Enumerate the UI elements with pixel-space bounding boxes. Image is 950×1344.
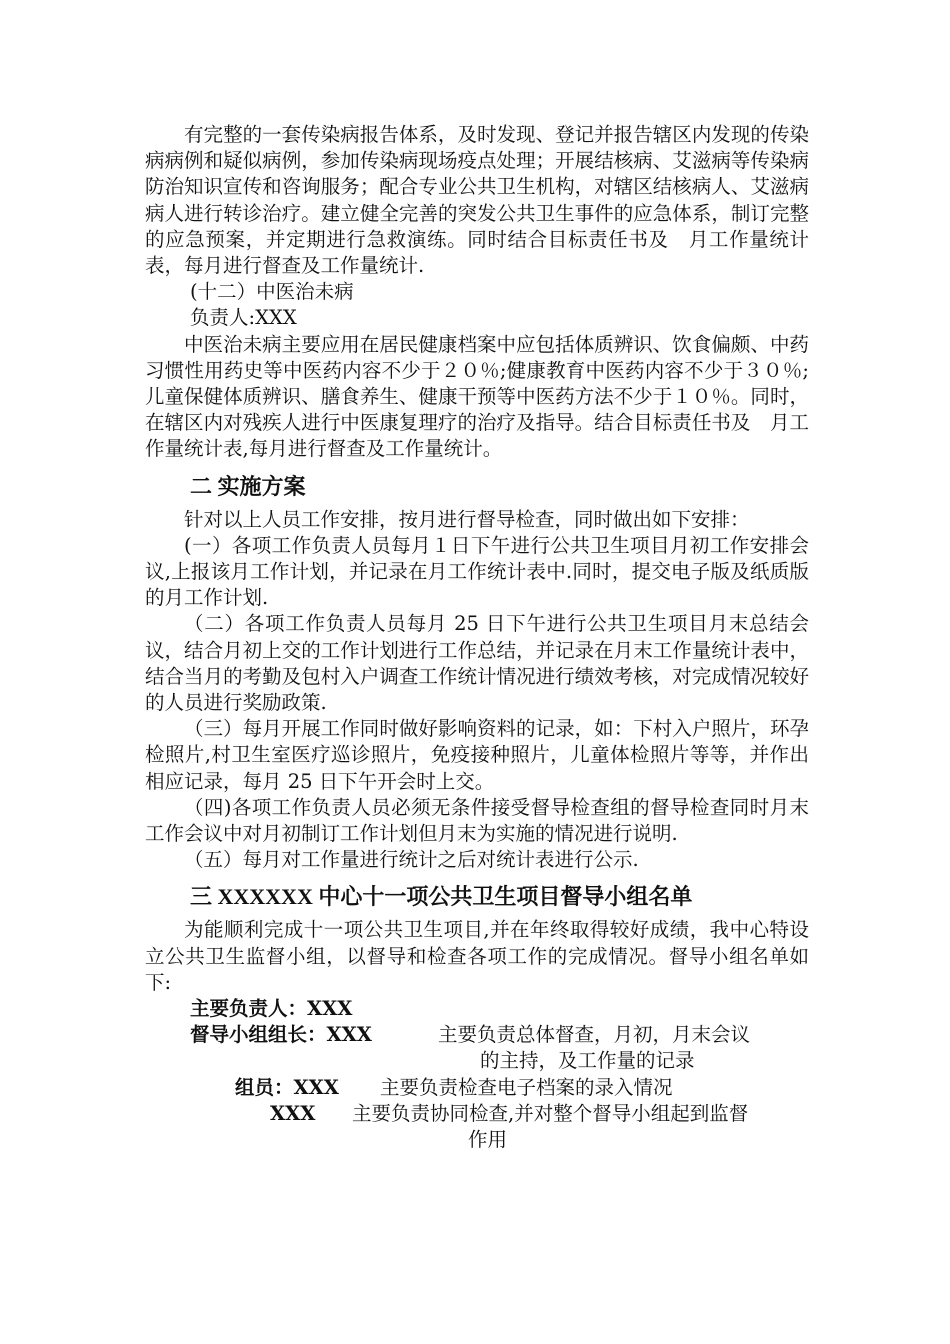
roster-row-leader-cont: [145, 1048, 809, 1074]
list-item-3: （三）每月开展工作同时做好影响资料的记录，如：下村入户照片，环孕检照片,村卫生室医疗巡诊照片，免疫接种照片，儿童体检照片等等，并作出相应记录，每月 25 日下午开会时上交。: [145, 717, 809, 793]
roster-member2-label: XXX: [270, 1101, 316, 1125]
subsection-owner-tcm: 负责人:XXX: [190, 306, 297, 330]
document-page: [145, 122, 809, 1153]
roster-row-member2-cont: [145, 1127, 809, 1153]
roster-leader-label: 督导小组组长：XXX: [190, 1023, 372, 1047]
list-item-2: （二）各项工作负责人员每月 25 日下午进行公共卫生项目月末总结会议，结合月初上交的工作计划进行工作总结，并记录在月末工作量统计表中，结合当月的考勤及包村入户调查工作统计情况进行绩效考核，对完成情况较好的人员进行奖励政策.: [145, 612, 809, 715]
section-heading-supervision-group: 三 XXXXXX 中心十一项公共卫生项目督导小组名单: [190, 884, 693, 910]
roster-row-member1: [145, 1075, 809, 1101]
roster-member1-duty: 主要负责检查电子档案的录入情况: [380, 1075, 673, 1099]
roster-member2-duty-2: 作用: [468, 1128, 508, 1152]
paragraph-implementation-intro: 针对以上人员工作安排，按月进行督导检查，同时做出如下安排：: [184, 507, 750, 531]
roster-row-lead: [145, 996, 809, 1022]
roster-member1-label: 组员：XXX: [235, 1075, 339, 1099]
roster-leader-duty-1: 主要负责总体督查，月初，月末会议: [438, 1023, 751, 1047]
roster-lead-label: 主要负责人：XXX: [190, 997, 353, 1021]
roster-leader-duty-2: 的主持，及工作量的记录: [480, 1049, 695, 1073]
roster-row-leader: [145, 1022, 809, 1048]
roster-member2-duty-1: 主要负责协同检查,并对整个督导小组起到监督: [352, 1101, 749, 1125]
paragraph-supervision-intro: 为能顺利完成十一项公共卫生项目,并在年终取得较好成绩，我中心特设立公共卫生监督小组，以督导和检查各项工作的完成情况。督导小组名单如下:: [145, 918, 809, 994]
paragraph-tcm: 中医治未病主要应用在居民健康档案中应包括体质辨识、饮食偏颇、中药习惯性用药史等中医药内容不少于２０％;健康教育中医药内容不少于３０％;儿童保健体质辨识、膳食养生、健康干预等中医药方法不少于１０％。同时，在辖区内对残疾人进行中医康复理疗的治疗及指导。结合目标责任书及 月工作量统计表,每月进行督查及工作量统计。: [145, 332, 809, 461]
roster-row-member2: [145, 1101, 809, 1127]
subsection-title-tcm: (十二）中医治未病: [190, 280, 354, 304]
list-item-5: （五）每月对工作量进行统计之后对统计表进行公示.: [184, 848, 639, 872]
list-item-1: (一）各项工作负责人员每月１日下午进行公共卫生项目月初工作安排会议,上报该月工作计划，并记录在月工作统计表中.同时，提交电子版及纸质版的月工作计划.: [145, 533, 809, 610]
paragraph-infectious-disease: 有完整的一套传染病报告体系，及时发现、登记并报告辖区内发现的传染病病例和疑似病例，参加传染病现场疫点处理；开展结核病、艾滋病等传染病防治知识宣传和咨询服务；配合专业公共卫生机构，对辖区结核病人、艾滋病病人进行转诊治疗。建立健全完善的突发公共卫生事件的应急体系，制订完整的应急预案，并定期进行急救演练。同时结合目标责任书及 月工作量统计表，每月进行督查及工作量统计.: [145, 123, 809, 278]
section-heading-implementation: 二 实施方案: [190, 473, 306, 499]
list-item-4: （四)各项工作负责人员必须无条件接受督导检查组的督导检查同时月末工作会议中对月初制订工作计划但月末为实施的情况进行说明.: [145, 795, 809, 846]
